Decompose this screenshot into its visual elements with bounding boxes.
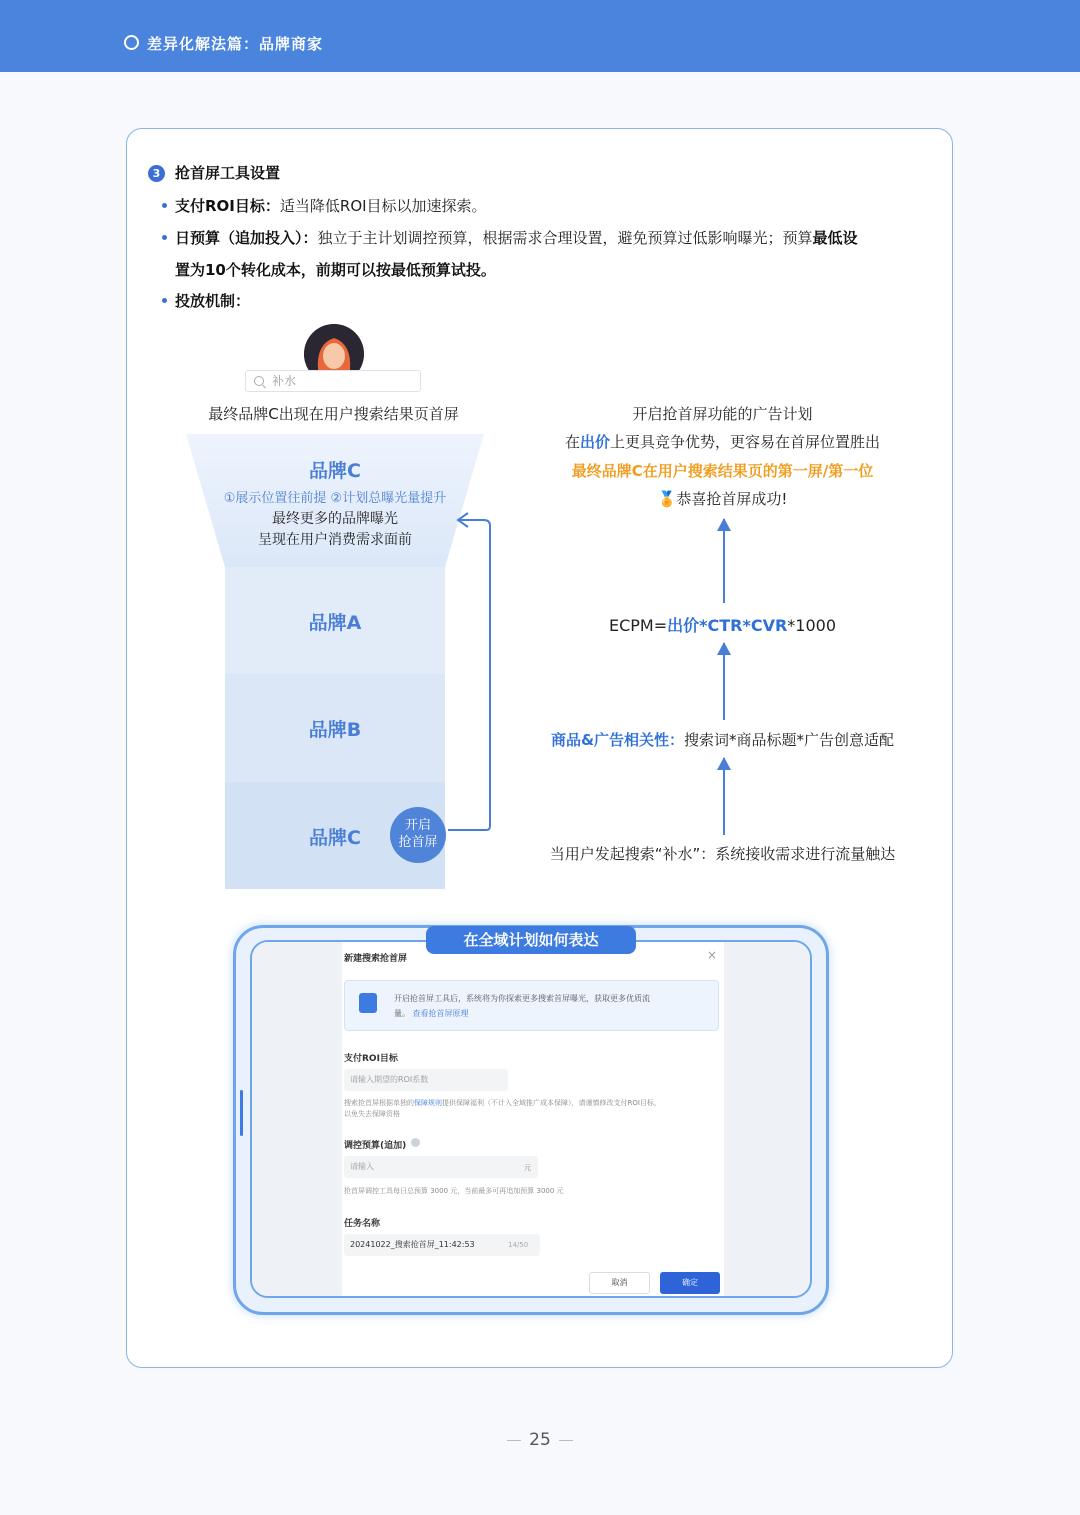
ecpm-factors: 出价*CTR*CVR [667,616,788,635]
tablet-tab-title: 在全域计划如何表达 [426,926,636,954]
help-icon[interactable] [411,1138,420,1147]
close-icon[interactable]: × [707,948,718,962]
open-btn-line2: 抢首屏 [398,835,438,850]
roi-input[interactable]: 请输入期望的ROI系数 [344,1069,508,1091]
bullet-roi-label: 支付ROI目标： [175,197,280,215]
budget-label: 调控预算(追加) [344,1141,407,1151]
task-name-label: 任务名称 [344,1219,381,1229]
info-doc-icon [359,993,377,1013]
bullet-mechanism [175,290,250,311]
cancel-button[interactable]: 取消 [589,1272,650,1294]
flow-top-line4 [530,488,915,509]
top-banner [0,0,1080,72]
roi-note [344,1098,661,1108]
flow-success-text: 恭喜抢首屏成功! [676,490,788,508]
flow-arrows [712,515,736,840]
ecpm-pre: ECPM= [608,616,668,635]
bullet-dot [162,235,167,240]
bullet-mechanism-label: 投放机制： [175,292,251,310]
open-first-screen-button[interactable] [390,807,446,863]
info-line2-pre: 量。 [394,1009,410,1018]
chapter-title: 差异化解法篇：品牌商家 [147,35,324,53]
tablet-side-button [240,1090,243,1136]
bullet-budget-line2: 置为10个转化成本，前期可以按最低预算试投。 [175,261,496,279]
funnel-benefit: ①展示位置往前提 ②计划总曝光量提升 [223,491,447,506]
page-number-text: 25 [529,1430,551,1450]
funnel-line2: 呈现在用户消费需求面前 [258,532,412,548]
screen-left-blur [252,942,342,1298]
section-title: 抢首屏工具设置 [175,164,281,182]
info-line2 [394,1008,469,1019]
bullet-dot [162,203,167,208]
dash-left [507,1440,521,1441]
ecpm-post: *1000 [787,616,837,635]
bullet-budget-text: 独立于主计划调控预算，根据需求合理设置，避免预算过低影响曝光；预算 [317,229,813,247]
flow-top-line2 [530,431,915,452]
task-name-count: 14/50 [508,1241,529,1249]
relevance-line [530,729,915,750]
section-number-badge: 3 [148,165,165,182]
confirm-button[interactable]: 确定 [660,1272,720,1294]
info-principle-link[interactable]: 查看抢首屏原理 [412,1009,469,1018]
bullet-budget [175,227,858,248]
roi-note-post: 提供保障福利（不计入全域推广成本保障），请谨慎修改支付ROI目标， [442,1099,661,1107]
flow-bottom-text: 当用户发起搜索“补水”：系统接收需求进行流量触达 [549,845,896,863]
bullet-budget-bold: 最低设 [812,229,858,247]
budget-unit: 元 [524,1164,531,1172]
medal-icon: 🏅 [657,490,677,508]
funnel-caption: 最终品牌C出现在用户搜索结果页首屏 [208,405,459,423]
open-btn-line1: 开启 [404,818,431,833]
bullet-roi [175,195,487,216]
flow-top-line2-bid: 出价 [579,433,610,451]
roi-note-pre: 搜索抢首屏根据单独的 [344,1099,414,1107]
search-input[interactable] [245,370,421,392]
roi-label: 支付ROI目标 [344,1054,398,1064]
funnel-brand-a: 品牌A [308,612,362,634]
budget-note: 抢首屏调控工具每日总预算 3000 元，当前最多可再追加预算 3000 元 [344,1187,564,1195]
guarantee-rule-link[interactable]: 保障规则 [414,1099,442,1107]
chapter-header [124,33,323,54]
flow-top-line1: 开启抢首屏功能的广告计划 [632,405,813,423]
dash-right [559,1440,573,1441]
funnel-top-brand: 品牌C [309,460,361,482]
funnel-brand-b: 品牌B [308,719,362,741]
ecpm-formula [530,613,915,636]
circle-icon [124,35,139,50]
screen-right-blur [724,942,810,1298]
page-number [0,1430,1080,1450]
relevance-text: 搜索词*商品标题*广告创意适配 [684,731,895,749]
bullet-roi-text: 适当降低ROI目标以加速探索。 [279,197,487,215]
dialog-title: 新建搜索抢首屏 [344,954,408,964]
bullet-budget-label: 日预算（追加投入）： [175,229,318,247]
funnel-brand-c: 品牌C [309,827,361,849]
flow-top-line3: 最终品牌C在用户搜索结果页的第一屏/第一位 [571,462,874,480]
budget-input[interactable]: 请输入 [344,1156,538,1178]
flow-top-line2-pre: 在 [564,433,580,451]
roi-note-line2: 以免失去保障资格 [344,1110,400,1118]
funnel-line1: 最终更多的品牌曝光 [272,511,398,527]
info-line1: 开启抢首屏工具后，系统将为你探索更多搜索首屏曝光，获取更多优质流 [394,994,650,1003]
search-icon [254,376,264,386]
flow-top-line2-post: 上更具竞争优势，更容易在首屏位置胜出 [610,433,881,451]
relevance-label: 商品&广告相关性： [550,731,685,749]
task-name-input[interactable]: 20241022_搜索抢首屏_11:42:53 [344,1234,540,1256]
bullet-dot [162,298,167,303]
info-box [344,980,719,1031]
search-placeholder: 补水 [272,374,297,388]
